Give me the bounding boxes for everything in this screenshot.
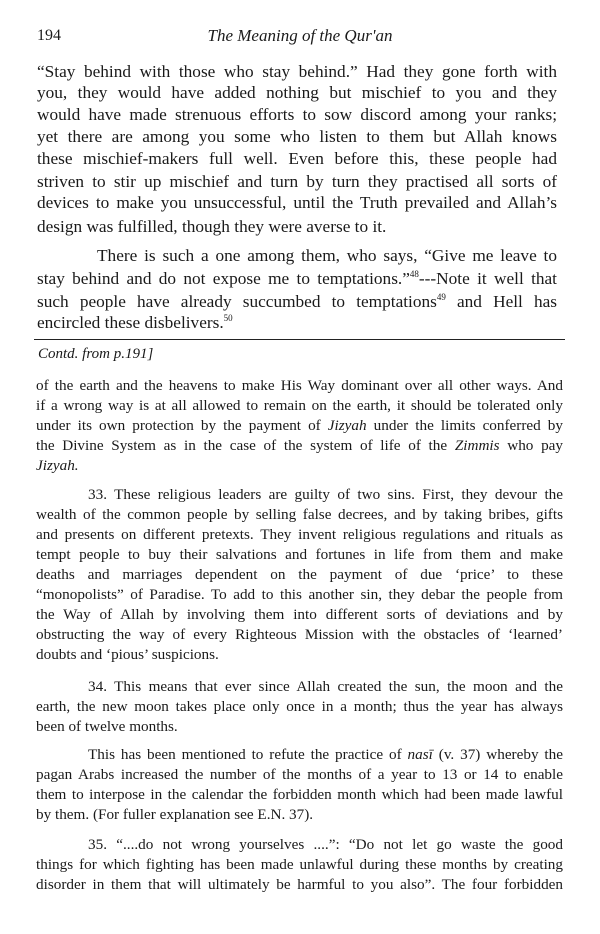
italic-term: nasī (407, 746, 433, 763)
footnote-ref: 48 (409, 269, 419, 280)
text-line (88, 746, 563, 764)
text-run: the Divine System as in the case of the system of life of the (36, 437, 455, 454)
text-line (37, 313, 557, 333)
text-line (36, 856, 563, 874)
text-run: This has been mentioned to refute the practice of (88, 746, 408, 763)
text-run: them to interpose in the calendar the forbidden month which had been made lawful (36, 786, 563, 803)
text-line (36, 766, 563, 784)
text-run: disorder in them that will ultimately be harmful to you also”. The four forbidden (36, 876, 563, 893)
text-run: under the limits conferred by (366, 417, 563, 434)
text-run: these mischief-makers full well. Even before this, these people had (37, 149, 557, 168)
text-run: “monopolists” of Paradise. To add to this another sin, they debar the people from (36, 586, 563, 603)
text-line (37, 149, 557, 169)
text-line (88, 836, 563, 854)
text-line (36, 437, 563, 455)
footnote-divider (34, 339, 565, 340)
italic-term: Jizyah. (36, 457, 79, 474)
text-run: such people have already succumbed to temptations (37, 292, 437, 311)
page-number: 194 (37, 27, 61, 44)
italic-term: Jizyah (327, 417, 367, 434)
text-line (37, 105, 557, 125)
text-line (37, 217, 557, 237)
text-line (36, 606, 563, 624)
text-line (36, 397, 563, 415)
text-run: things for which fighting has been made unlawful during these months by creating (36, 856, 563, 873)
running-title: The Meaning of the Qur'an (207, 26, 393, 45)
footnote-ref: 50 (223, 313, 233, 324)
text-line (36, 586, 563, 604)
text-run: and Hell has (445, 292, 558, 311)
text-line (36, 457, 563, 475)
text-line (37, 269, 557, 289)
text-line (36, 718, 563, 736)
continued-label: Contd. from p.191] (38, 346, 154, 362)
text-run: design was fulfilled, though they were averse to it. (37, 217, 387, 236)
text-line (37, 292, 557, 312)
text-run: stay behind and do not expose me to temptations.” (37, 269, 410, 288)
text-run: doubts and ‘pious’ suspicions. (36, 646, 219, 663)
text-run: “Stay behind with those who stay behind.” Had they gone forth with (37, 62, 557, 81)
text-line (37, 62, 557, 82)
text-run: tempt people to buy their salvations and fortunes in life from them and make (36, 546, 563, 563)
text-line (36, 876, 563, 894)
text-run: and presents on different pretexts. They invent religious regulations and rituals as (36, 526, 563, 543)
text-run: under its own protection by the payment of (36, 417, 328, 434)
text-line (37, 127, 557, 147)
text-run: 35. “....do not wrong yourselves ....”: “Do not let go waste the good (88, 836, 563, 853)
text-line (37, 83, 557, 103)
text-run: 33. These religious leaders are guilty of two sins. First, they devour the (88, 486, 563, 503)
text-run: pagan Arabs increased the number of the months of a year to 13 or 14 to enable (36, 766, 563, 783)
text-run: wealth of the common people by selling false decrees, and by taking bribes, gifts (36, 506, 563, 523)
text-run: who pay (499, 437, 563, 454)
text-run: deaths and marriages dependent on the payment of due ‘price’ to these (36, 566, 563, 583)
text-line (88, 486, 563, 504)
text-run: (v. 37) whereby the (432, 746, 563, 763)
text-line (37, 193, 557, 213)
text-line (36, 417, 563, 435)
text-run: the Way of Allah by involving them into different sorts of deviations and by (36, 606, 563, 623)
text-run: striven to stir up mischief and turn by turn they practised all sorts of (37, 172, 557, 191)
text-line (36, 377, 563, 395)
text-line (36, 506, 563, 524)
text-line (88, 678, 563, 696)
text-run: yet there are among you some who listen to them but Allah knows (37, 127, 557, 146)
text-run: devices to make you unsuccessful, until the Truth prevailed and Allah’s (37, 193, 557, 212)
text-line (36, 526, 563, 544)
text-run: been of twelve months. (36, 718, 178, 735)
text-run: if a wrong way is at all allowed to remain on the earth, it should be tolerated only (36, 397, 563, 414)
footnote-ref: 49 (436, 292, 446, 303)
text-line (37, 172, 557, 192)
text-line (97, 246, 557, 266)
text-run: would have made strenuous efforts to sow discord among your ranks; (37, 105, 557, 124)
text-line (36, 806, 563, 824)
text-line (36, 698, 563, 716)
text-run: by them. (For fuller explanation see E.N. 37). (36, 806, 314, 823)
text-run: earth, the new moon takes place only once in a month; thus the year has always (36, 698, 563, 715)
text-run: you, they would have added nothing but mischief to you and they (37, 83, 557, 102)
italic-term: Zimmis (454, 437, 500, 454)
text-run: There is such a one among them, who says, “Give me leave to (97, 246, 557, 265)
text-run: ---Note it well that (418, 269, 557, 288)
text-run: 34. This means that ever since Allah created the sun, the moon and the (88, 678, 563, 695)
text-line (36, 566, 563, 584)
text-line (36, 786, 563, 804)
text-run: obstructing the way of every Righteous Mission with the obstacles of ‘learned’ (36, 626, 563, 643)
text-run: of the earth and the heavens to make His Way dominant over all other ways. And (36, 377, 563, 394)
text-line (36, 546, 563, 564)
text-line (36, 646, 563, 664)
text-run: encircled these disbelivers. (37, 313, 224, 332)
text-line (36, 626, 563, 644)
